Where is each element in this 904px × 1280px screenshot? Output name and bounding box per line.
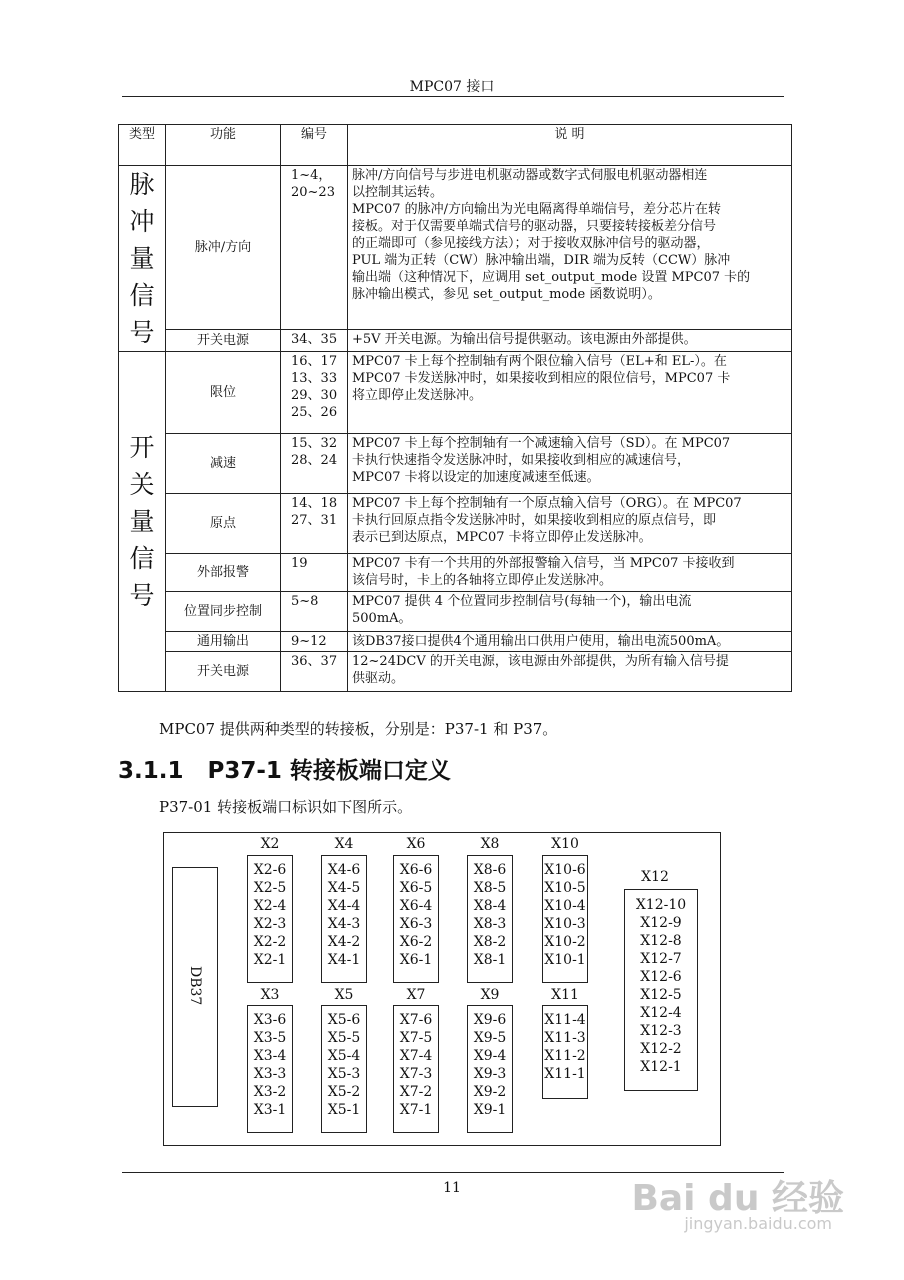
pin-label: X12-5	[640, 987, 682, 1003]
pin-label: X4-5	[327, 880, 361, 896]
signal-type-cell	[119, 352, 166, 692]
pin-label: X8-4	[473, 898, 507, 914]
signal-type-char: 号	[129, 581, 155, 610]
pin-label: X2-2	[253, 934, 287, 950]
pin-label: X6-1	[399, 952, 433, 968]
function-cell: 限位	[166, 352, 281, 434]
connector-label-x6: X6	[406, 836, 426, 852]
pin-number-cell	[281, 652, 348, 692]
header-description: 说 明	[348, 125, 792, 166]
description-line: 接板。对于仅需要单端式信号的驱动器，只要接转接板差分信号	[352, 219, 717, 234]
description-line: MPC07 卡发送脉冲时，如果接收到相应的限位信号，MPC07 卡	[352, 371, 731, 386]
pin-label: X8-1	[473, 952, 507, 968]
signal-type-char: 信	[129, 281, 155, 310]
page-number: 11	[443, 1180, 461, 1196]
connector-x7	[393, 1005, 439, 1133]
pin-label: X11-2	[544, 1048, 586, 1064]
pin-label: X5-4	[327, 1048, 361, 1064]
description-line: 该信号时，卡上的各轴将立即停止发送脉冲。	[352, 573, 613, 588]
description-line: 脉冲/方向信号与步进电机驱动器或数字式伺服电机驱动器相连	[352, 168, 708, 183]
figure-caption: P37-01 转接板端口标识如下图所示。	[159, 798, 413, 816]
connector-label-x11: X11	[551, 987, 579, 1003]
table-row	[119, 166, 792, 330]
pin-label: X8-2	[473, 934, 507, 950]
pin-label: X4-6	[327, 862, 361, 878]
table-row	[119, 494, 792, 554]
pin-label: X7-6	[399, 1012, 433, 1028]
pin-number-line: 15、32	[291, 436, 338, 451]
pin-number-line: 16、17	[291, 354, 338, 369]
description-cell	[348, 352, 792, 434]
pin-number-cell	[281, 330, 348, 352]
description-line: 该DB37接口提供4个通用输出口供用户使用，输出电流500mA。	[352, 634, 730, 649]
pin-label: X7-2	[399, 1084, 433, 1100]
pin-label: X12-8	[640, 933, 682, 949]
connector-label-x7: X7	[406, 987, 426, 1003]
connector-label-x9: X9	[480, 987, 500, 1003]
pin-label: X3-6	[253, 1012, 287, 1028]
pin-number-line: 1~4，	[291, 168, 332, 183]
pin-number-line: 19	[291, 556, 308, 571]
pin-label: X2-5	[253, 880, 287, 896]
pin-label: X6-5	[399, 880, 433, 896]
pin-label: X11-4	[544, 1012, 586, 1028]
signal-type-char: 关	[129, 470, 155, 499]
pin-label: X5-1	[327, 1102, 361, 1118]
watermark-brand: Bai du 经验	[631, 1178, 844, 1219]
pin-label: X9-5	[473, 1030, 507, 1046]
pin-number-line: 25、26	[291, 405, 338, 420]
header-number: 编号	[281, 125, 348, 166]
pin-number-cell	[281, 494, 348, 554]
table-row	[119, 330, 792, 352]
pin-label: X4-2	[327, 934, 361, 950]
pin-label: X4-1	[327, 952, 361, 968]
section-title: P37-1 转接板端口定义	[207, 758, 451, 784]
connector-x9	[467, 1005, 513, 1133]
description-cell	[348, 330, 792, 352]
description-line: 卡执行快速指令发送脉冲时，如果接收到相应的减速信号，	[352, 453, 691, 468]
pin-number-line: 9~12	[291, 634, 327, 649]
header-function: 功能	[166, 125, 281, 166]
connector-label-x10: X10	[551, 836, 579, 852]
connector-x2	[247, 855, 293, 983]
table-row	[119, 554, 792, 592]
pin-label: X5-3	[327, 1066, 361, 1082]
description-line: PUL 端为正转（CW）脉冲输出端，DIR 端为反转（CCW）脉冲	[352, 253, 731, 268]
pin-label: X3-5	[253, 1030, 287, 1046]
pin-label: X12-7	[640, 951, 682, 967]
pin-label: X2-4	[253, 898, 287, 914]
pin-number-cell	[281, 166, 348, 330]
function-cell: 通用输出	[166, 632, 281, 652]
function-cell: 位置同步控制	[166, 592, 281, 632]
pin-label: X12-4	[640, 1005, 682, 1021]
description-line: +5V 开关电源。为输出信号提供驱动。该电源由外部提供。	[352, 332, 697, 348]
pin-label: X5-6	[327, 1012, 361, 1028]
function-cell: 脉冲/方向	[166, 166, 281, 330]
pin-label: X9-4	[473, 1048, 507, 1064]
function-cell: 开关电源	[166, 330, 281, 352]
description-line: 表示已到达原点，MPC07 卡将立即停止发送脉冲。	[352, 530, 652, 545]
pin-label: X3-3	[253, 1066, 287, 1082]
pin-label: X2-6	[253, 862, 287, 878]
description-cell	[348, 494, 792, 554]
description-line: MPC07 卡上每个控制轴有两个限位输入信号（EL+和 EL-）。在	[352, 354, 727, 369]
description-line: MPC07 卡上每个控制轴有一个原点输入信号（ORG）。在 MPC07	[352, 496, 742, 511]
pin-label: X6-6	[399, 862, 433, 878]
signal-type-cell	[119, 166, 166, 352]
pin-number-line: 27、31	[291, 513, 338, 528]
pin-label: X10-2	[544, 934, 586, 950]
pin-label: X6-3	[399, 916, 433, 932]
signal-type-char: 信	[129, 544, 155, 573]
function-cell: 原点	[166, 494, 281, 554]
pin-label: X12-3	[640, 1023, 682, 1039]
watermark-url: jingyan.baidu.com	[684, 1214, 832, 1233]
table-row	[119, 352, 792, 434]
connector-x5	[321, 1005, 367, 1133]
connector-x4	[321, 855, 367, 983]
pin-label: X7-5	[399, 1030, 433, 1046]
function-cell: 开关电源	[166, 652, 281, 692]
connector-x6	[393, 855, 439, 983]
header-type: 类型	[119, 125, 166, 166]
pin-label: X8-6	[473, 862, 507, 878]
signal-type-char: 号	[129, 318, 155, 347]
description-line: 12~24DCV 的开关电源，该电源由外部提供，为所有输入信号提	[352, 654, 729, 669]
section-heading	[118, 752, 451, 785]
pin-label: X10-3	[544, 916, 586, 932]
connector-x3	[247, 1005, 293, 1133]
pin-label: X8-5	[473, 880, 507, 896]
description-line: MPC07 提供 4 个位置同步控制信号(每轴一个)，输出电流	[352, 594, 692, 609]
pin-label: X5-5	[327, 1030, 361, 1046]
pin-number-line: 28、24	[291, 453, 338, 468]
description-line: 将立即停止发送脉冲。	[352, 388, 483, 403]
description-line: 卡执行回原点指令发送脉冲时，如果接收到相应的原点信号，即	[352, 513, 717, 528]
table-row	[119, 592, 792, 632]
header-rule	[122, 96, 784, 97]
connector-label-x8: X8	[480, 836, 500, 852]
db37-label: DB37	[187, 966, 203, 1006]
description-line: 的正端即可（参见接线方法）；对于接收双脉冲信号的驱动器，	[352, 236, 710, 251]
description-cell	[348, 632, 792, 652]
table-row	[119, 434, 792, 494]
pin-label: X12-10	[635, 897, 687, 913]
table-header-row	[119, 125, 792, 166]
pin-label: X12-1	[640, 1059, 682, 1075]
pin-number-cell	[281, 554, 348, 592]
pin-label: X5-2	[327, 1084, 361, 1100]
pin-label: X12-2	[640, 1041, 682, 1057]
description-cell	[348, 592, 792, 632]
pin-number-line: 29、30	[291, 388, 338, 403]
pin-number-line: 5~8	[291, 594, 319, 609]
signal-type-char: 冲	[129, 207, 155, 236]
description-cell	[348, 652, 792, 692]
description-cell	[348, 166, 792, 330]
pin-label: X10-1	[544, 952, 586, 968]
pin-label: X4-3	[327, 916, 361, 932]
pin-label: X9-3	[473, 1066, 507, 1082]
pin-label: X10-6	[544, 862, 586, 878]
pin-number-cell	[281, 352, 348, 434]
connector-label-x2: X2	[260, 836, 280, 852]
pin-label: X12-6	[640, 969, 682, 985]
description-line: 500mA。	[352, 611, 412, 626]
function-cell: 外部报警	[166, 554, 281, 592]
db37-connector	[172, 867, 218, 1107]
intro-paragraph: MPC07 提供两种类型的转接板，分别是：P37-1 和 P37。	[159, 720, 558, 738]
description-line: 以控制其运转。	[352, 185, 444, 200]
pin-label: X3-2	[253, 1084, 287, 1100]
connector-label-x12: X12	[641, 869, 669, 885]
pin-number-line: 34、35	[291, 332, 338, 348]
pin-label: X9-1	[473, 1102, 507, 1118]
pin-number-line: 13、33	[291, 371, 338, 386]
pin-number-cell	[281, 434, 348, 494]
pin-label: X7-1	[399, 1102, 433, 1118]
pin-number-line: 36、37	[291, 654, 338, 669]
connector-label-x3: X3	[260, 987, 280, 1003]
pin-label: X9-2	[473, 1084, 507, 1100]
description-line: 脉冲输出模式，参见 set_output_mode 函数说明）。	[352, 287, 661, 302]
description-line: MPC07 卡将以设定的加速度减速至低速。	[352, 470, 600, 485]
pin-label: X2-3	[253, 916, 287, 932]
description-line: MPC07 的脉冲/方向输出为光电隔离得单端信号，差分芯片在转	[352, 202, 722, 217]
pin-number-cell	[281, 632, 348, 652]
pin-label: X9-6	[473, 1012, 507, 1028]
connector-label-x4: X4	[334, 836, 354, 852]
description-line: MPC07 卡有一个共用的外部报警输入信号，当 MPC07 卡接收到	[352, 556, 735, 571]
pin-label: X2-1	[253, 952, 287, 968]
pin-label: X12-9	[640, 915, 682, 931]
pin-label: X11-1	[544, 1066, 586, 1082]
pin-number-line: 20~23	[291, 185, 335, 200]
pin-label: X10-5	[544, 880, 586, 896]
description-line: MPC07 卡上每个控制轴有一个减速输入信号（SD）。在 MPC07	[352, 436, 731, 451]
section-number: 3.1.1	[118, 758, 184, 784]
connector-x10	[542, 855, 588, 983]
pin-number-cell	[281, 592, 348, 632]
description-cell	[348, 554, 792, 592]
function-cell: 减速	[166, 434, 281, 494]
adapter-board-diagram	[163, 832, 721, 1146]
pin-label: X10-4	[544, 898, 586, 914]
connector-x8	[467, 855, 513, 983]
signal-type-char: 开	[129, 433, 155, 462]
connector-label-x5: X5	[334, 987, 354, 1003]
connector-x12	[624, 889, 698, 1091]
signal-type-char: 量	[129, 244, 155, 273]
pin-label: X8-3	[473, 916, 507, 932]
pin-label: X3-4	[253, 1048, 287, 1064]
pin-label: X6-4	[399, 898, 433, 914]
signal-type-char: 量	[129, 507, 155, 536]
page-header-title: MPC07 接口	[409, 79, 495, 95]
description-cell	[348, 434, 792, 494]
description-line: 供驱动。	[352, 671, 405, 686]
pin-label: X11-3	[544, 1030, 586, 1046]
pin-label: X6-2	[399, 934, 433, 950]
signal-type-char: 脉	[129, 170, 155, 199]
description-line: 输出端（这种情况下，应调用 set_output_mode 设置 MPC07 卡的	[352, 270, 751, 285]
table-row	[119, 632, 792, 652]
table-row	[119, 652, 792, 692]
pin-label: X7-3	[399, 1066, 433, 1082]
pin-number-line: 14、18	[291, 496, 338, 511]
interface-spec-table	[118, 124, 792, 692]
connector-x11	[542, 1005, 588, 1099]
pin-label: X3-1	[253, 1102, 287, 1118]
pin-label: X7-4	[399, 1048, 433, 1064]
pin-label: X4-4	[327, 898, 361, 914]
